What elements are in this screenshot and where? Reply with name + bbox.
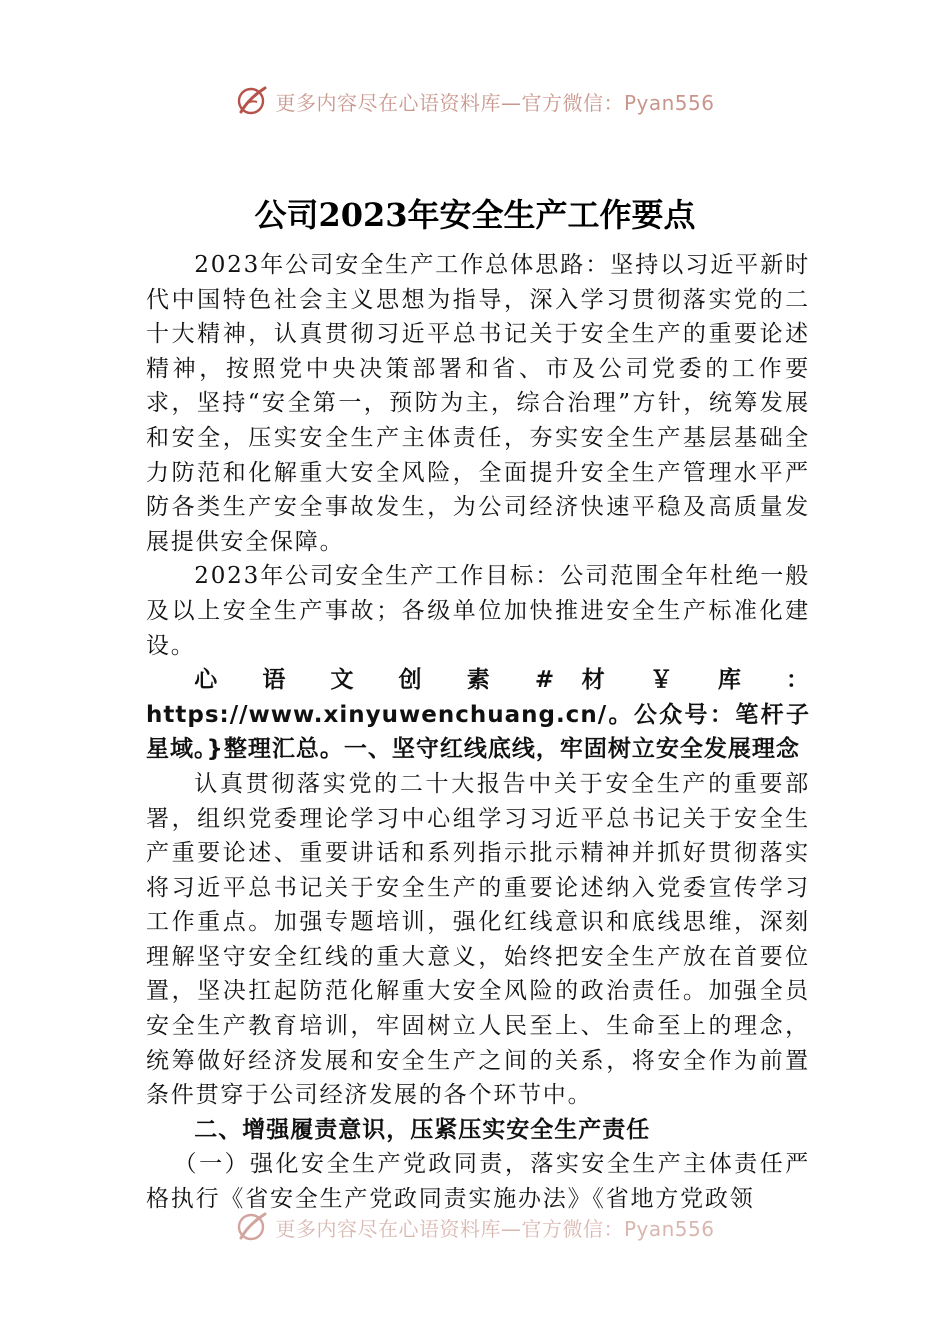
brush-logo-icon [235, 84, 269, 118]
watermark-header [0, 84, 950, 118]
paragraph-source-note: 心 语 文 创 素 # 材 ￥ 库 ： https://www.xinyuwenchuang.cn/。公众号：笔杆子星域。}整理汇总。一、坚守红线底线，牢固树立安全发展理念 [146, 667, 810, 763]
watermark-footer [0, 1210, 950, 1244]
document-title: 公司2023年安全生产工作要点 [254, 196, 696, 234]
brush-logo-icon [235, 1210, 269, 1244]
paragraph-overall-approach: 2023年公司安全生产工作总体思路：坚持以习近平新时代中国特色社会主义思想为指导，深入学习贯彻落实党的二十大精神，认真贯彻习近平总书记关于安全生产的重要论述精神，按照党中央决策部署和省、市及公司党委的工作要求，坚持“安全第一，预防为主，综合治理”方针，统筹发展和安全，压实安全生产主体责任，夯实安全生产基层基础全力防范和化解重大安全风险，全面提升安全生产管理水平严防各类生产安全事故发生，为公司经济快速平稳及高质量发展提供安全保障。 [146, 252, 810, 555]
paragraph-subsection-one: （一）强化安全生产党政同责，落实安全生产主体责任严格执行《省安全生产党政同责实施办法》《省地方党政领 [146, 1151, 810, 1213]
document-body [146, 248, 810, 1217]
paragraph-section-one-body: 认真贯彻落实党的二十大报告中关于安全生产的重要部署，组织党委理论学习中心组学习习近平总书记关于安全生产重要论述、重要讲话和系列指示批示精神并抓好贯彻落实将习近平总书记关于安全生产的重要论述纳入党委宣传学习工作重点。加强专题培训，强化红线意识和底线思维，深刻理解坚守安全红线的重大意义，始终把安全生产放在首要位置，坚决扛起防范化解重大安全风险的政治责任。加强全员安全生产教育培训，牢固树立人民至上、生命至上的理念，统筹做好经济发展和安全生产之间的关系，将安全作为前置条件贯穿于公司经济发展的各个环节中。 [146, 770, 810, 1109]
section-heading-two: 二、增强履责意识，压紧压实安全生产责任 [194, 1116, 651, 1143]
watermark-text: 更多内容尽在心语资料库—官方微信：Pyan556 [275, 90, 715, 115]
paragraph-goals: 2023年公司安全生产工作目标：公司范围全年杜绝一般及以上安全生产事故；各级单位加快推进安全生产标准化建设。 [146, 563, 810, 659]
watermark-text: 更多内容尽在心语资料库—官方微信：Pyan556 [275, 1216, 715, 1241]
